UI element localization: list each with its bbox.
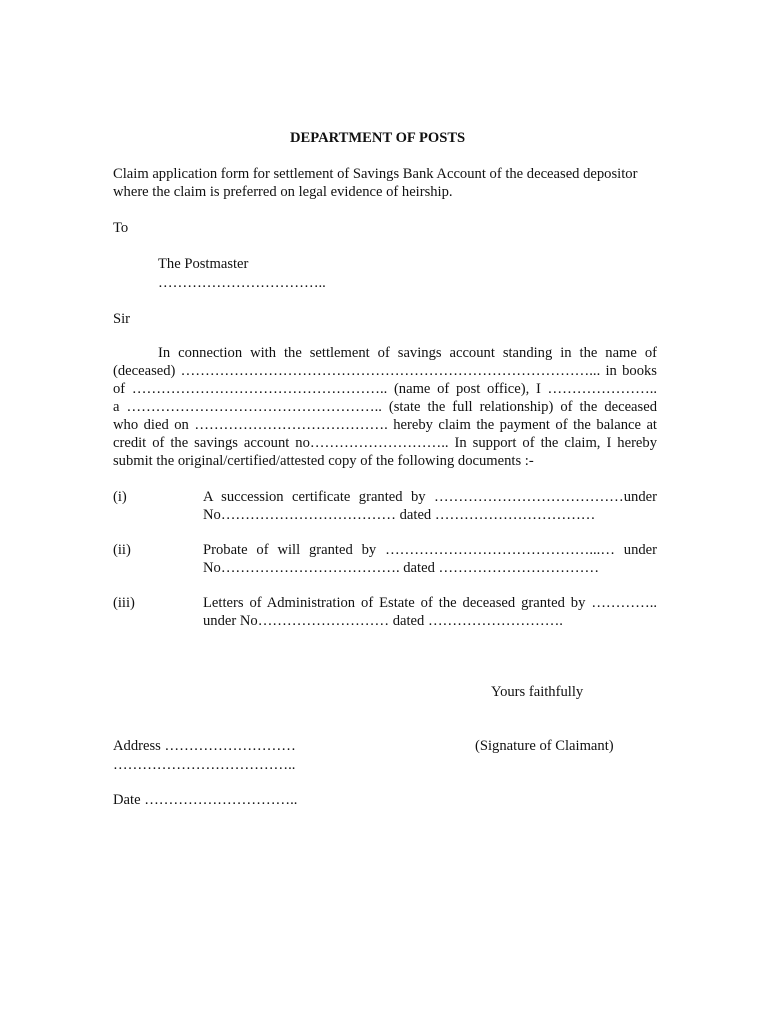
date-field[interactable]: Date ………………………….. <box>113 792 298 808</box>
body-line-1: In connection with the settlement of savings account standing in the name of <box>158 345 657 361</box>
succession-certificate-line[interactable]: A succession certificate granted by …………………………………under <box>203 489 657 505</box>
probate-line[interactable]: Probate of will granted by ……………………………………...… under <box>203 542 657 558</box>
address-field[interactable]: Address ……………………… <box>113 738 296 754</box>
subtitle-line-2: where the claim is preferred on legal evidence of heirship. <box>113 184 453 200</box>
document-title: DEPARTMENT OF POSTS <box>290 130 466 146</box>
body-line-7: submit the original/certified/attested copy of the following documents :- <box>113 453 534 469</box>
list-item-number: (i) <box>113 489 127 505</box>
list-item-number: (iii) <box>113 595 135 611</box>
probate-number-date[interactable]: No………………………………. dated …………………………… <box>203 560 600 576</box>
body-line-3[interactable]: of …………………………………………….. (name of post office), I ………………….. <box>113 381 657 397</box>
addressee-blank-field[interactable]: …………………………….. <box>158 275 326 291</box>
subtitle-line-1: Claim application form for settlement of Savings Bank Account of the deceased depositor <box>113 166 638 182</box>
closing: Yours faithfully <box>491 684 584 700</box>
body-line-4[interactable]: a …………………………………………….. (state the full relationship) of the deceased <box>113 399 657 415</box>
addressee: The Postmaster <box>158 256 249 272</box>
signature-label: (Signature of Claimant) <box>475 738 614 754</box>
address-blank-field[interactable]: ……………………………….. <box>113 757 296 773</box>
letters-of-administration-line[interactable]: Letters of Administration of Estate of the deceased granted by ………….. <box>203 595 657 611</box>
body-line-2[interactable]: (deceased) …………………………………………………………………………... in books <box>113 363 657 379</box>
list-item-number: (ii) <box>113 542 131 558</box>
body-line-5[interactable]: who died on …………………………………. hereby claim the payment of the balance at <box>113 417 657 433</box>
succession-certificate-number-date[interactable]: No……………………………… dated …………………………… <box>203 507 596 523</box>
letters-of-administration-number-date[interactable]: under No……………………… dated ………………………. <box>203 613 563 629</box>
body-line-6[interactable]: credit of the savings account no……………………….. In support of the claim, I hereby <box>113 435 657 451</box>
to-label: To <box>113 220 129 236</box>
salutation: Sir <box>113 311 131 327</box>
